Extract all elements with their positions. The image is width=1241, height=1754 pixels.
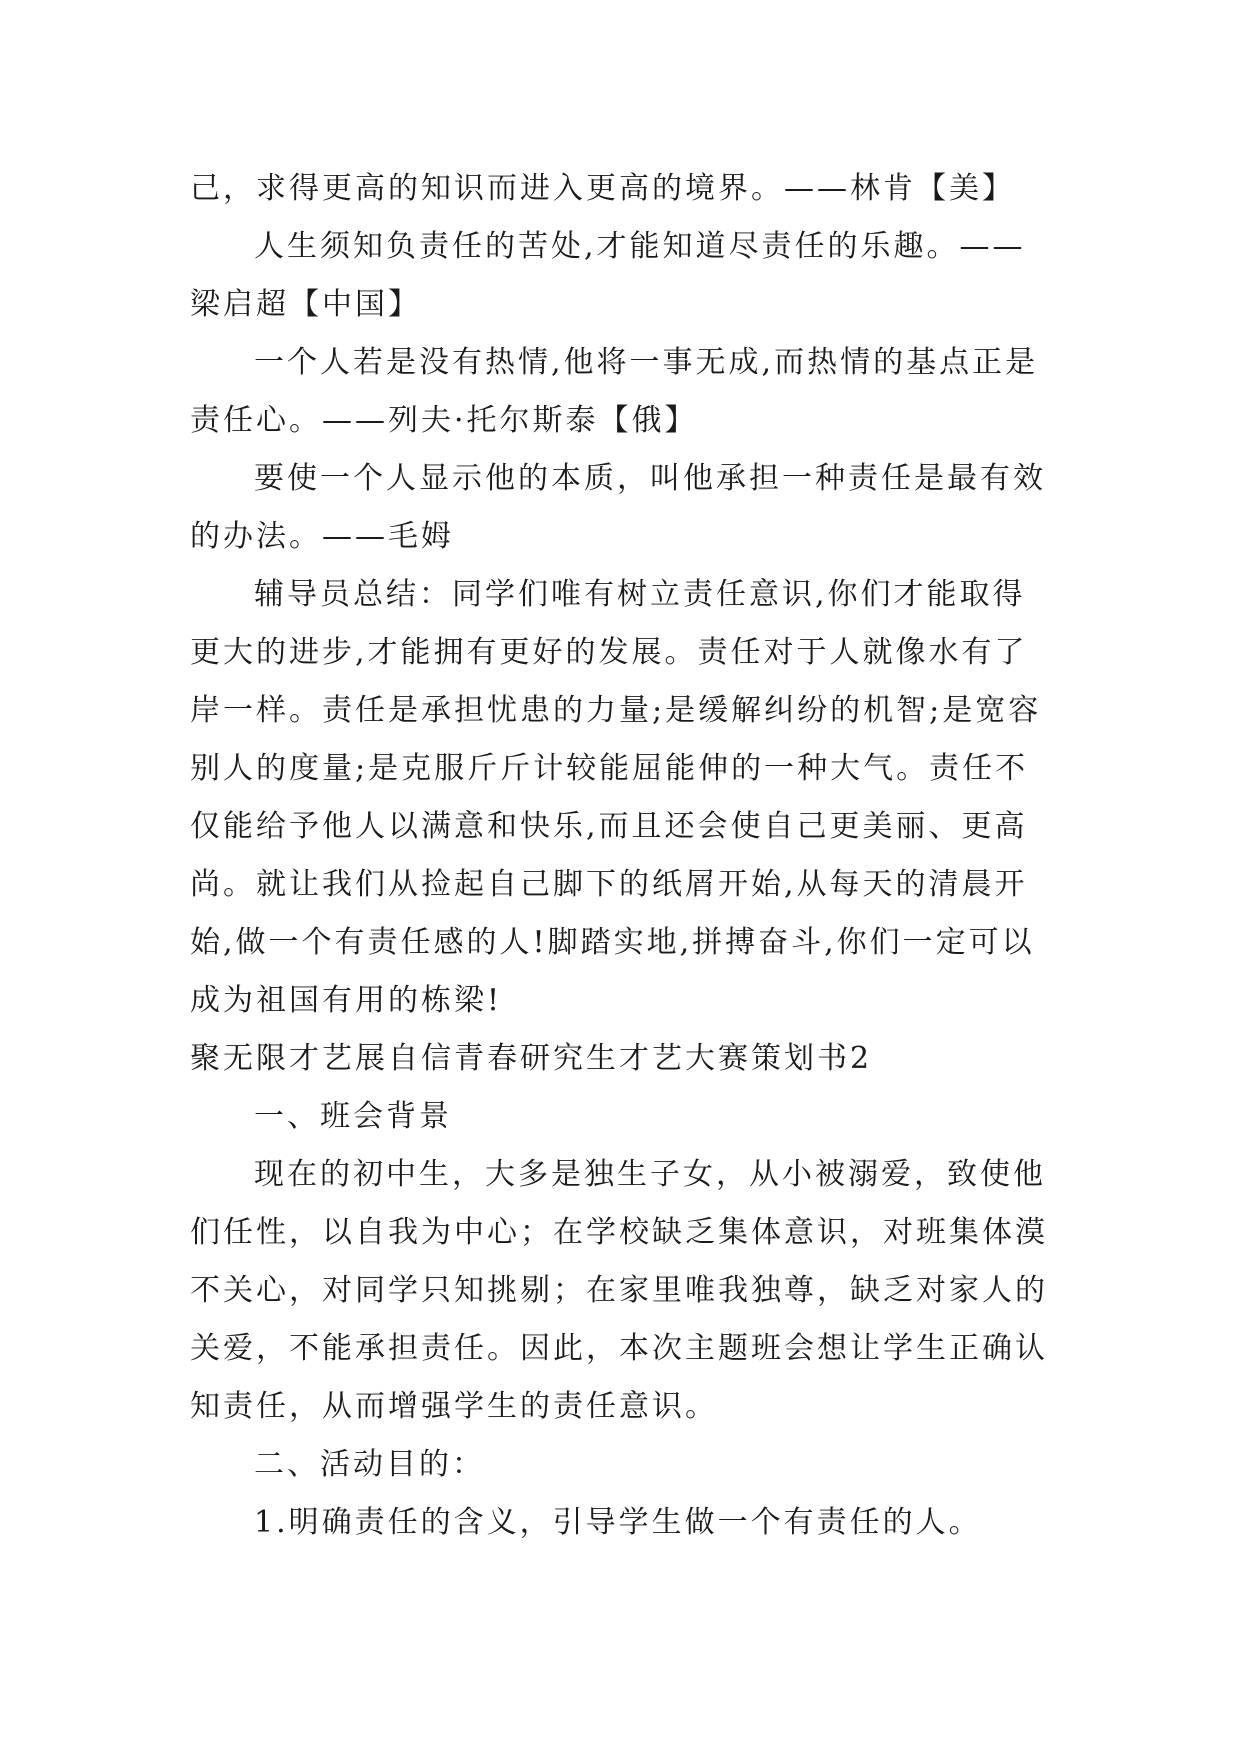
- counselor-summary: 辅导员总结：同学们唯有树立责任意识,你们才能取得更大的进步,才能拥有更好的发展。责任对于人就像水有了岸一样。责任是承担忧患的力量;是缓解纠纷的机智;是宽容别人的度量;是克服斤斤计较能屈能伸的一种大气。责任不仅能给予他人以满意和快乐,而且还会使自己更美丽、更高尚。就让我们从捡起自己脚下的纸屑开始,从每天的清晨开始,做一个有责任感的人!脚踏实地,拼搏奋斗,你们一定可以成为祖国有用的栋梁!: [190, 577, 1042, 1018]
- purpose-item-1: 1.明确责任的含义，引导学生做一个有责任的人。: [254, 1505, 982, 1540]
- background-paragraph: 现在的初中生，大多是独生子女，从小被溺爱，致使他们任性，以自我为中心；在学校缺乏集体意识，对班集体漠不关心，对同学只知挑剔；在家里唯我独尊，缺乏对家人的关爱，不能承担责任。因此，本次主题班会想让学生正确认知责任，从而增强学生的责任意识。: [190, 1157, 1048, 1424]
- quote-liang-qichao: 人生须知负责任的苦处,才能知道尽责任的乐趣。——梁启超【中国】: [190, 229, 1026, 322]
- quote-tolstoy: 一个人若是没有热情,他将一事无成,而热情的基点正是责任心。——列夫·托尔斯泰【俄】: [190, 345, 1039, 438]
- heading-background: 一、班会背景: [254, 1099, 452, 1134]
- quote-lincoln: 己，求得更高的知识而进入更高的境界。——林肯【美】: [190, 171, 1015, 206]
- quote-maugham: 要使一个人显示他的本质，叫他承担一种责任是最有效的办法。——毛姆: [190, 461, 1046, 554]
- document-body: [190, 160, 1048, 1552]
- section-title: 聚无限才艺展自信青春研究生才艺大赛策划书2: [190, 1041, 873, 1076]
- heading-purpose: 二、活动目的：: [254, 1447, 485, 1482]
